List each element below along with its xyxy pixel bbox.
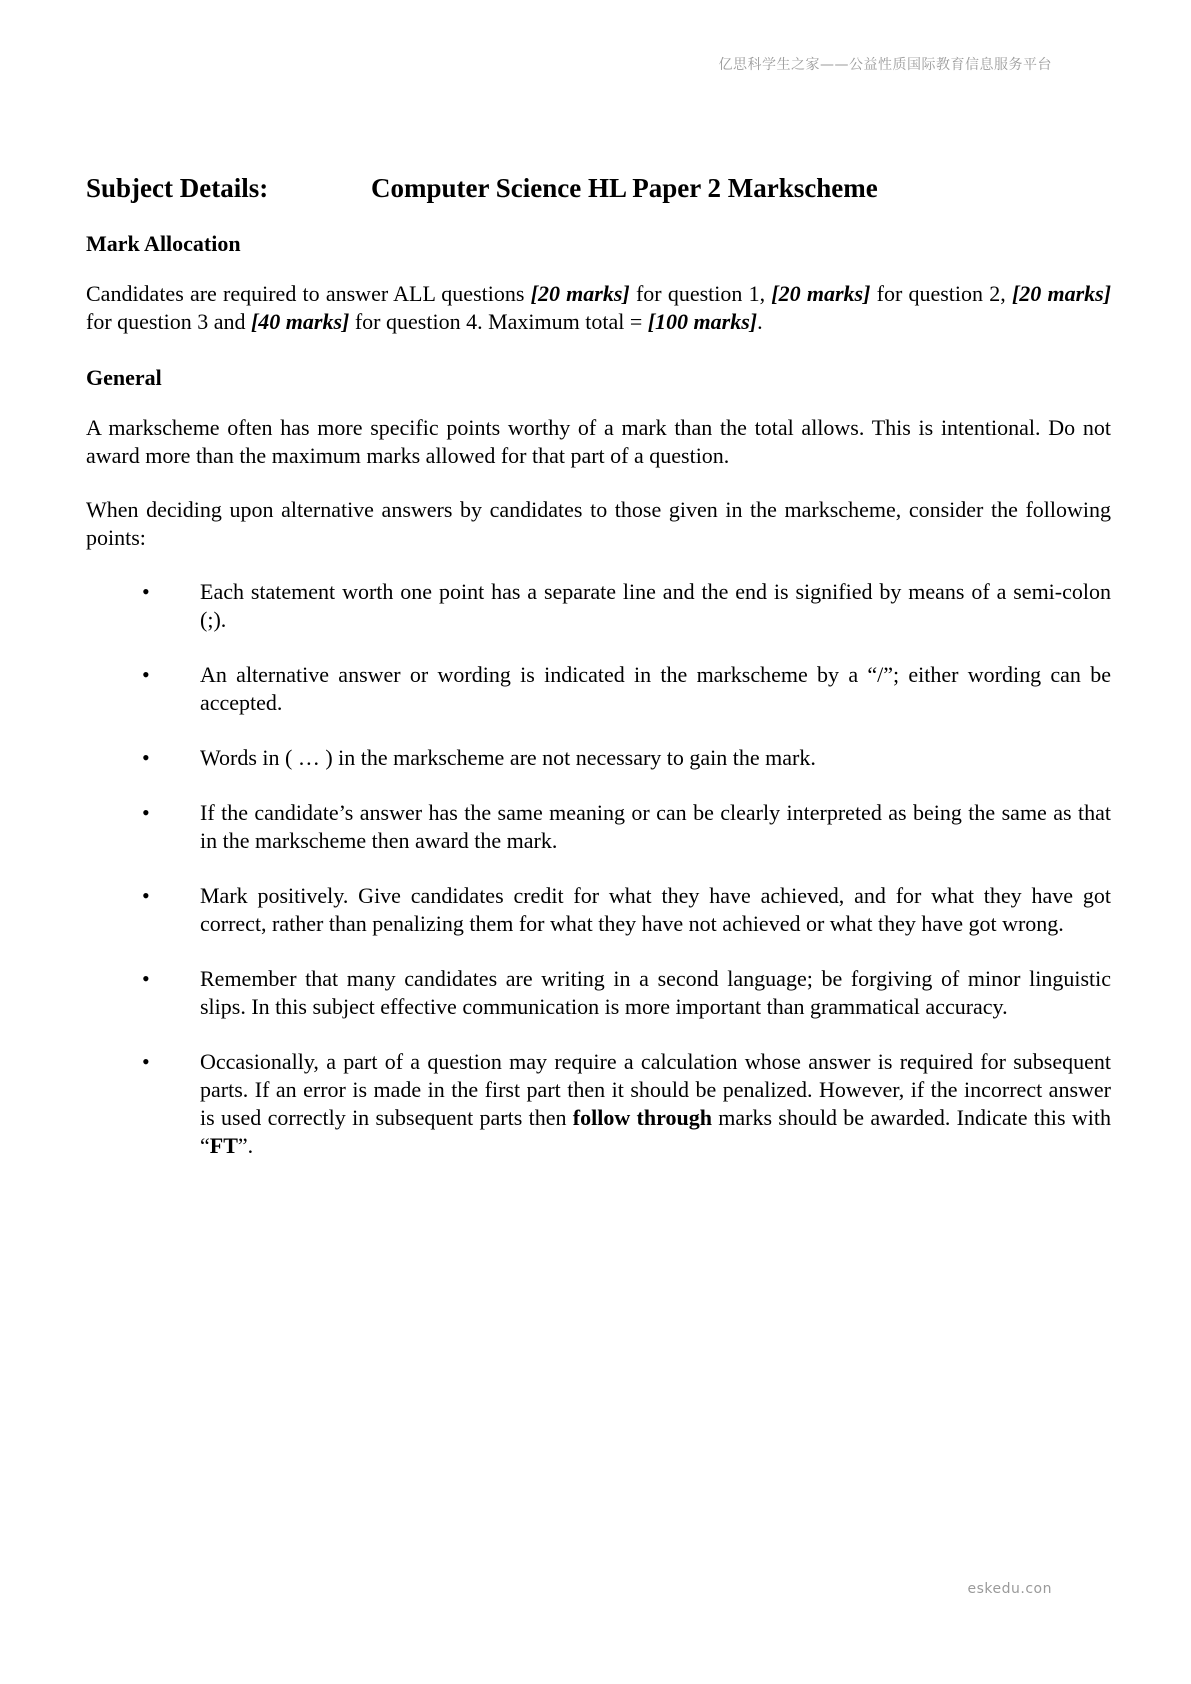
bullet-icon: •: [142, 883, 150, 908]
list-item: [86, 1048, 1111, 1160]
list-item: [86, 744, 1111, 772]
bullet-icon: •: [142, 966, 150, 991]
bullet-icon: •: [142, 662, 150, 687]
point-text: marks should be awarded. Indicate this with “: [200, 1105, 1111, 1158]
bullet-icon: •: [142, 1049, 150, 1074]
markscheme-content: [86, 168, 1111, 1187]
list-item: [86, 965, 1111, 1021]
point-text: Occasionally, a part of a question may require a calculation whose answer is required for subsequent parts. If an error is made in the first part then it should be penalized. However, if the incorrect answer is used correctly in subsequent parts then: [200, 1049, 1111, 1130]
text-run: for question 3 and: [86, 309, 251, 334]
text-run: for question 1,: [629, 281, 772, 306]
text-run: .: [757, 309, 763, 334]
text-run: for question 2,: [870, 281, 1012, 306]
marks-q2: [20 marks]: [771, 281, 871, 306]
list-item: [86, 882, 1111, 938]
list-item: [86, 661, 1111, 717]
marks-total: [100 marks]: [647, 309, 758, 334]
marks-q3: [20 marks]: [1011, 281, 1112, 306]
marking-points-list: [86, 578, 1111, 1160]
title-label: Subject Details:: [86, 173, 269, 203]
mark-allocation-paragraph: [86, 280, 1111, 336]
footer-site: eskedu.con: [967, 1581, 1052, 1597]
marks-q1: [20 marks]: [530, 281, 630, 306]
point-text: An alternative answer or wording is indicated in the markscheme by a “/”; either wording can be accepted.: [200, 662, 1111, 715]
point-text: Each statement worth one point has a separate line and the end is signified by means of a semi-colon (;).: [200, 579, 1111, 632]
header-watermark: 亿思科学生之家——公益性质国际教育信息服务平台: [718, 57, 1052, 73]
ft-term: FT: [209, 1133, 238, 1158]
point-text: ”.: [237, 1133, 254, 1158]
title-value: Computer Science HL Paper 2 Markscheme: [371, 173, 878, 203]
text-run: Candidates are required to answer ALL questions: [86, 281, 531, 306]
point-text: If the candidate’s answer has the same meaning or can be clearly interpreted as being the same as that in the markscheme then award the mark.: [200, 800, 1111, 853]
point-text: Remember that many candidates are writing in a second language; be forgiving of minor linguistic slips. In this subject effective communication is more important than grammatical accuracy.: [200, 966, 1111, 1019]
general-paragraph-2: When deciding upon alternative answers by candidates to those given in the markscheme, consider the following points:: [86, 497, 1111, 550]
point-text: Mark positively. Give candidates credit for what they have achieved, and for what they have got correct, rather than penalizing them for what they have not achieved or what they have got wrong.: [200, 883, 1111, 936]
general-paragraph-1: A markscheme often has more specific points worthy of a mark than the total allows. This is intentional. Do not award more than the maximum marks allowed for that part of a question.: [86, 415, 1111, 468]
mark-allocation-heading: Mark Allocation: [86, 231, 241, 256]
point-text: Words in ( … ) in the markscheme are not necessary to gain the mark.: [200, 745, 816, 770]
page-title: [86, 168, 1111, 208]
list-item: [86, 799, 1111, 855]
bullet-icon: •: [142, 579, 150, 604]
bullet-icon: •: [142, 745, 150, 770]
general-heading: General: [86, 365, 162, 390]
text-run: for question 4. Maximum total =: [349, 309, 648, 334]
bullet-icon: •: [142, 800, 150, 825]
marks-q4: [40 marks]: [250, 309, 350, 334]
list-item: [86, 578, 1111, 634]
follow-through-term: follow through: [572, 1105, 712, 1130]
